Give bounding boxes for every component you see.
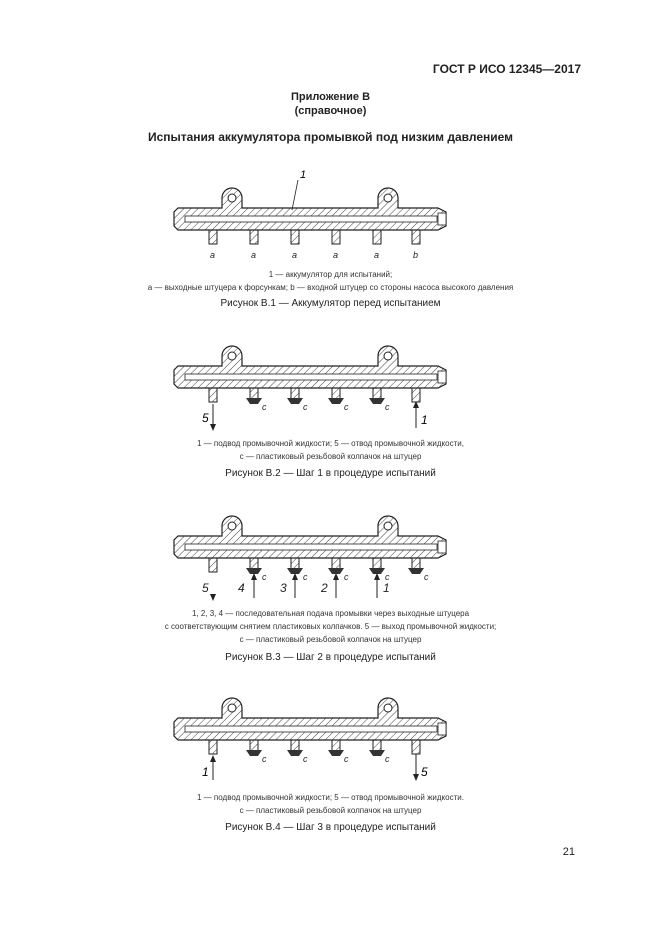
cap-label: c <box>262 572 267 582</box>
step-number: 4 <box>238 581 245 595</box>
accumulator-rail <box>174 188 446 230</box>
step-number: 5 <box>202 581 209 595</box>
cap-label: c <box>424 572 429 582</box>
accumulator-rail <box>174 346 446 388</box>
figure-b1-legend <box>0 268 661 294</box>
standard-number: ГОСТ Р ИСО 12345—2017 <box>432 62 581 76</box>
figure-b2-caption: Рисунок В.2 — Шаг 1 в процедуре испытаний <box>225 468 436 479</box>
cap-label: c <box>385 754 390 764</box>
outflow-number: 5 <box>202 411 209 425</box>
annex-label: Приложение В <box>290 91 371 103</box>
plastic-caps <box>246 568 424 574</box>
legend-line: a — выходные штуцера к форсункам; b — входной штуцер со стороны насоса высокого давления <box>147 283 514 292</box>
outflow-number: 5 <box>421 765 428 779</box>
figure-b4-drawing <box>0 690 661 780</box>
callout-leader <box>292 180 298 210</box>
outlet-ports <box>209 740 420 754</box>
legend-line: 1, 2, 3, 4 — последовательная подача промывки через выходные штуцера <box>191 609 470 618</box>
figure-b4-legend <box>0 791 661 817</box>
cap-label: c <box>303 402 308 412</box>
inflow-number: 1 <box>421 413 428 427</box>
legend-line: 1 — подвод промывочной жидкости; 5 — отвод промывочной жидкости. <box>197 793 464 802</box>
port-label: a <box>333 250 339 260</box>
flow-arrows <box>210 573 380 601</box>
port-label: a <box>210 250 216 260</box>
legend-line: c — пластиковый резьбовой колпачок на штуцер <box>239 635 422 644</box>
cap-label: c <box>262 754 267 764</box>
step-number: 2 <box>321 581 328 595</box>
figure-b1-drawing <box>0 169 661 260</box>
legend-line: 1 — аккумулятор для испытаний; <box>268 270 393 279</box>
plastic-caps <box>246 750 385 756</box>
legend-line: 1 — подвод промывочной жидкости; 5 — отвод промывочной жидкости, <box>197 439 464 448</box>
legend-line: c — пластиковый резьбовой колпачок на штуцер <box>239 806 422 815</box>
cap-label: c <box>303 754 308 764</box>
outlet-ports <box>209 230 420 244</box>
cap-label: c <box>262 402 267 412</box>
callout-number: 1 <box>300 169 307 181</box>
annex-subtitle: (справочное) <box>294 105 367 117</box>
port-label: a <box>374 250 380 260</box>
outflow-arrow <box>413 754 419 781</box>
cap-label: c <box>344 754 349 764</box>
outflow-arrow <box>210 404 216 431</box>
port-label: b <box>413 250 419 260</box>
inflow-arrow <box>413 401 419 428</box>
cap-label: c <box>385 572 390 582</box>
port-label: a <box>251 250 257 260</box>
inflow-arrow <box>210 755 216 780</box>
figure-b3-caption: Рисунок В.3 — Шаг 2 в процедуре испытаний <box>225 652 436 663</box>
legend-line: с соответствующим снятием пластиковых колпачков. 5 — выход промывочной жидкости; <box>164 622 497 631</box>
step-number: 1 <box>383 581 390 595</box>
port-label: a <box>292 250 298 260</box>
legend-line: c — пластиковый резьбовой колпачок на штуцер <box>239 452 422 461</box>
cap-label: c <box>385 402 390 412</box>
step-number: 3 <box>280 581 287 595</box>
figure-b3-legend <box>0 607 661 646</box>
figure-b3-drawing <box>0 508 661 604</box>
page-number: 21 <box>562 846 575 858</box>
section-title: Испытания аккумулятора промывкой под низким давлением <box>147 130 514 144</box>
figure-b1-caption: Рисунок В.1 — Аккумулятор перед испытанием <box>220 298 441 309</box>
inflow-number: 1 <box>202 765 209 779</box>
figure-b2-drawing <box>0 338 661 428</box>
cap-label: c <box>344 402 349 412</box>
figure-b2-legend <box>0 437 661 463</box>
annex-title <box>0 90 661 118</box>
outlet-ports <box>209 558 420 572</box>
accumulator-rail <box>174 698 446 740</box>
plastic-caps <box>246 398 385 404</box>
cap-label: c <box>344 572 349 582</box>
cap-label: c <box>303 572 308 582</box>
outlet-ports <box>209 388 420 402</box>
figure-b4-caption: Рисунок В.4 — Шаг 3 в процедуре испытаний <box>225 822 436 833</box>
accumulator-rail <box>174 516 446 558</box>
